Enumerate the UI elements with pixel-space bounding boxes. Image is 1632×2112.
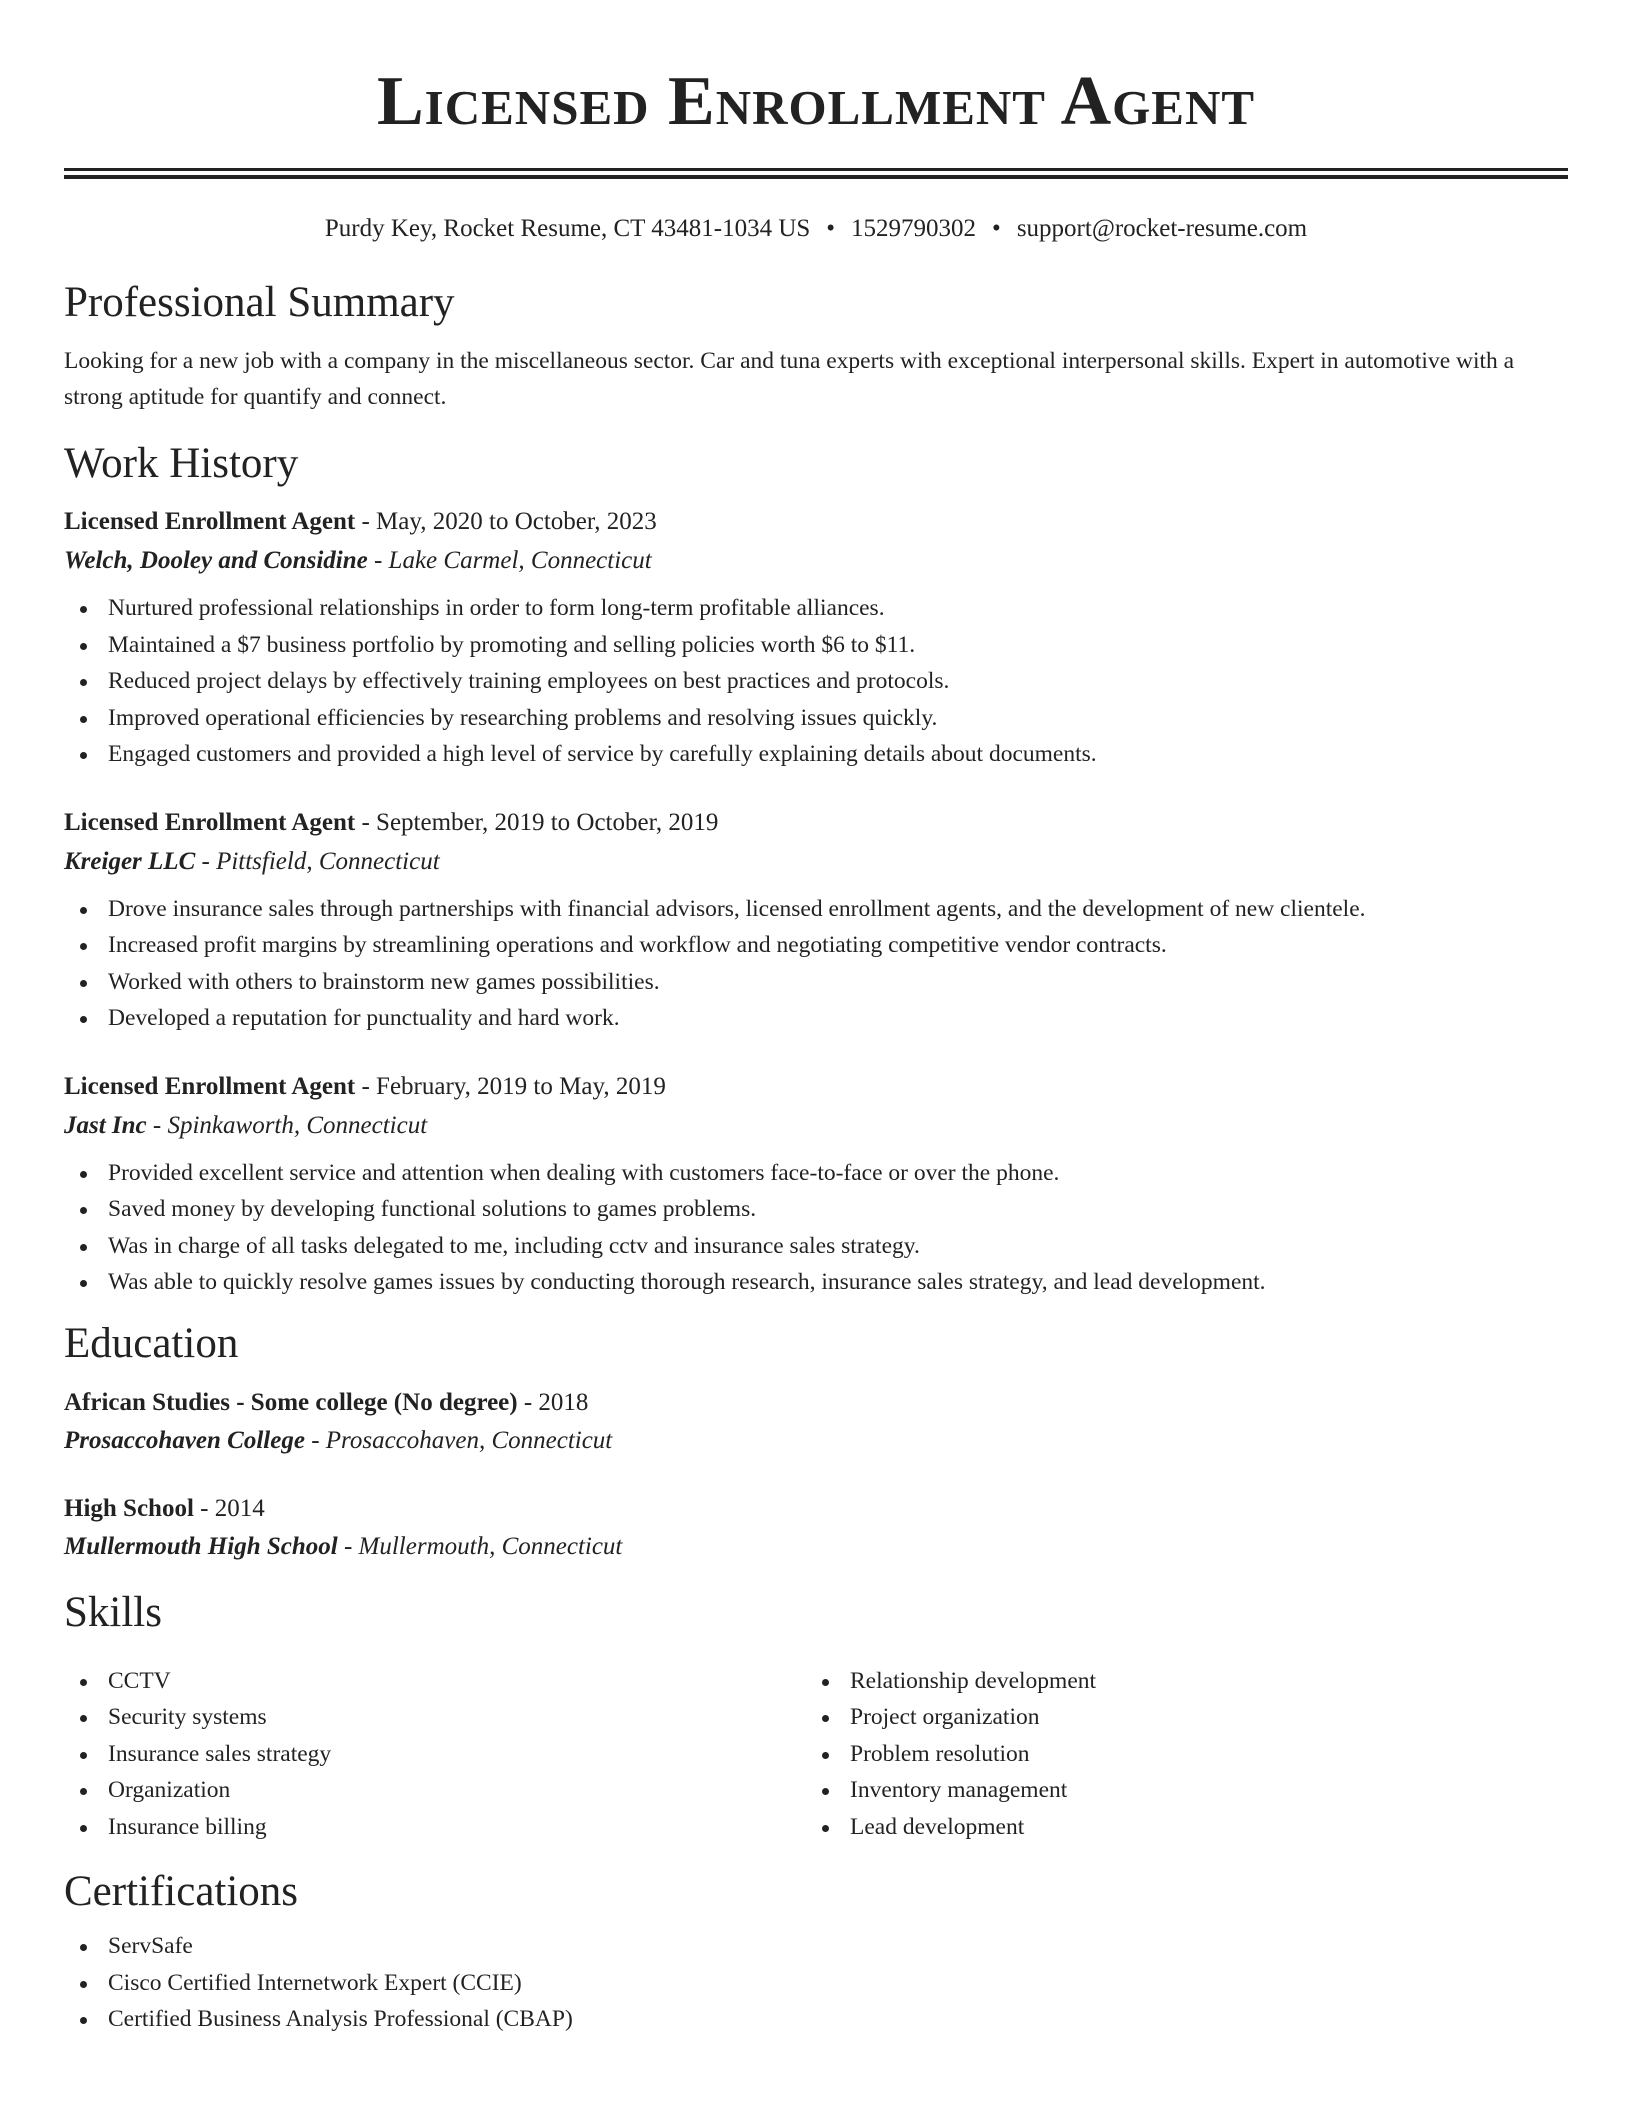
skills-column-left — [64, 1663, 806, 1846]
work-history-list — [64, 502, 1568, 1301]
education-degree: African Studies - Some college (No degree) — [64, 1388, 518, 1416]
contact-line — [64, 213, 1568, 245]
job-duty: Provided excellent service and attention when dealing with customers face-to-face or over the phone. — [64, 1155, 1568, 1192]
skill-item: Lead development — [806, 1809, 1548, 1846]
job-entry — [64, 803, 1568, 1037]
job-duty: Worked with others to brainstorm new games possibilities. — [64, 964, 1568, 1001]
skill-item: Insurance sales strategy — [64, 1736, 806, 1773]
job-duties — [64, 590, 1568, 773]
summary-text: Looking for a new job with a company in the miscellaneous sector. Car and tuna experts with exceptional interpersonal skills. Expert in automotive with a strong aptitude for quantify and connect. — [64, 348, 1515, 410]
skill-item: Organization — [64, 1772, 806, 1809]
job-duty: Drove insurance sales through partnerships with financial advisors, licensed enrollment agents, and the development of new clientele. — [64, 891, 1568, 928]
job-duty: Engaged customers and provided a high level of service by carefully explaining details about documents. — [64, 736, 1568, 773]
contact-separator: • — [826, 215, 836, 242]
job-duties — [64, 891, 1568, 1037]
job-company: Welch, Dooley and Considine — [64, 547, 368, 574]
certification-item: Certified Business Analysis Professional (CBAP) — [64, 2001, 1568, 2038]
job-duty: Was in charge of all tasks delegated to me, including cctv and insurance sales strategy. — [64, 1228, 1568, 1265]
skills-column-right — [806, 1663, 1548, 1846]
section-heading-work-history: Work History — [64, 440, 299, 487]
section-heading-summary: Professional Summary — [64, 279, 455, 326]
education-year: - 2018 — [517, 1388, 589, 1416]
job-location: - Pittsfield, Connecticut — [195, 847, 440, 875]
job-dates: - February, 2019 to May, 2019 — [355, 1072, 666, 1100]
education-location: - Prosaccohaven, Connecticut — [304, 1426, 613, 1454]
certification-item: Cisco Certified Internetwork Expert (CCIE) — [64, 1965, 1568, 2002]
job-location: - Lake Carmel, Connecticut — [367, 547, 652, 574]
job-company: Jast Inc — [64, 1111, 147, 1139]
contact-separator: • — [992, 215, 1001, 242]
skill-item: Inventory management — [806, 1772, 1548, 1809]
education-school: Mullermouth High School — [64, 1532, 338, 1560]
section-heading-education: Education — [64, 1319, 239, 1367]
education-year: - 2014 — [193, 1494, 265, 1522]
job-duty: Reduced project delays by effectively training employees on best practices and protocols. — [64, 663, 1568, 700]
education-school: Prosaccohaven College — [64, 1426, 305, 1454]
title-divider — [64, 168, 1568, 179]
job-duty: Maintained a $7 business portfolio by promoting and selling policies worth $6 to $11. — [64, 627, 1568, 664]
skill-item: CCTV — [64, 1663, 806, 1700]
contact-address: Purdy Key, Rocket Resume, CT 43481-1034 US — [324, 215, 811, 242]
education-location: - Mullermouth, Connecticut — [337, 1532, 623, 1560]
education-entry — [64, 1490, 1568, 1566]
job-company: Kreiger LLC — [64, 847, 196, 875]
job-duty: Improved operational efficiencies by researching problems and resolving issues quickly. — [64, 700, 1568, 737]
certifications-list — [64, 1928, 1568, 2038]
job-title: Licensed Enrollment Agent — [64, 808, 356, 836]
job-entry — [64, 502, 1568, 773]
skill-item: Security systems — [64, 1699, 806, 1736]
education-list — [64, 1384, 1568, 1566]
skill-item: Problem resolution — [806, 1736, 1548, 1773]
certification-item: ServSafe — [64, 1928, 1568, 1965]
job-duty: Nurtured professional relationships in order to form long-term profitable alliances. — [64, 590, 1568, 627]
resume-title: Licensed Enrollment Agent — [376, 63, 1256, 140]
skill-item: Project organization — [806, 1699, 1548, 1736]
job-dates: - May, 2020 to October, 2023 — [355, 508, 657, 535]
job-entry — [64, 1067, 1568, 1301]
education-entry — [64, 1384, 1568, 1460]
job-duties — [64, 1155, 1568, 1301]
education-degree: High School — [64, 1494, 194, 1522]
job-duty: Developed a reputation for punctuality and hard work. — [64, 1000, 1568, 1037]
skill-item: Relationship development — [806, 1663, 1548, 1700]
job-duty: Was able to quickly resolve games issues by conducting thorough research, insurance sales strategy, and lead development. — [64, 1264, 1568, 1301]
skills-list — [64, 1653, 1568, 1846]
section-heading-certifications: Certifications — [64, 1868, 299, 1915]
job-location: - Spinkaworth, Connecticut — [146, 1111, 428, 1139]
job-dates: - September, 2019 to October, 2019 — [355, 808, 719, 836]
contact-email: support@rocket-resume.com — [1016, 215, 1308, 242]
section-heading-skills: Skills — [64, 1588, 162, 1636]
job-title: Licensed Enrollment Agent — [64, 508, 356, 535]
skill-item: Insurance billing — [64, 1809, 806, 1846]
job-title: Licensed Enrollment Agent — [64, 1072, 356, 1100]
contact-phone: 1529790302 — [851, 215, 977, 242]
job-duty: Saved money by developing functional solutions to games problems. — [64, 1191, 1568, 1228]
job-duty: Increased profit margins by streamlining operations and workflow and negotiating competitive vendor contracts. — [64, 927, 1568, 964]
resume-page — [64, 0, 1568, 2038]
